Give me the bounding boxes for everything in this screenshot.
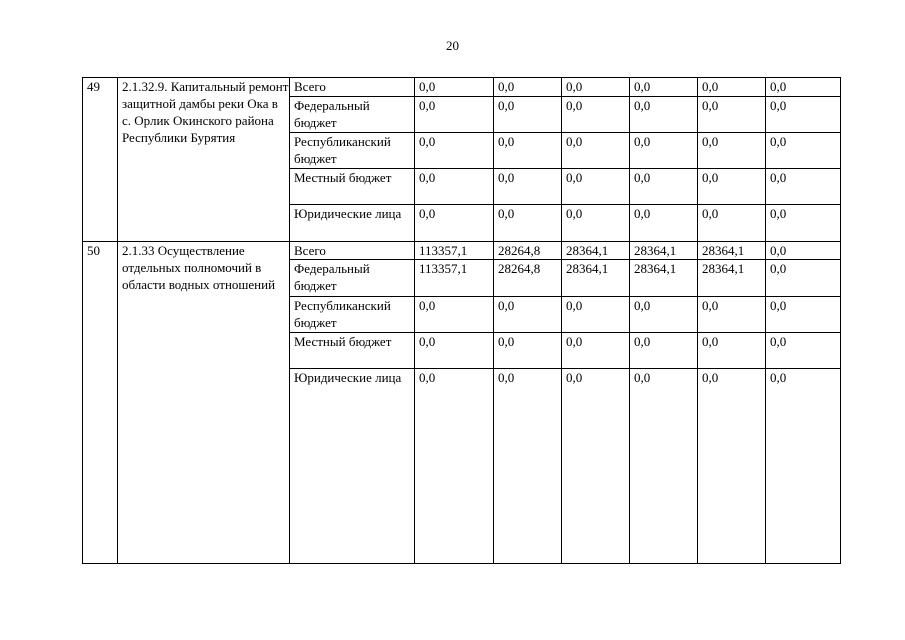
amount-cell: 0,0	[766, 132, 841, 168]
funding-source-cell: Республиканский бюджет	[290, 296, 415, 332]
amount-cell: 113357,1	[415, 241, 494, 260]
funding-source-cell: Юридические лица	[290, 205, 415, 241]
amount-cell: 0,0	[562, 132, 630, 168]
row-number-cell: 50	[83, 241, 118, 563]
funding-source-cell: Всего	[290, 241, 415, 260]
amount-cell: 0,0	[630, 132, 698, 168]
amount-cell: 0,0	[494, 96, 562, 132]
amount-cell: 0,0	[630, 205, 698, 241]
amount-cell: 28364,1	[630, 241, 698, 260]
page-number: 20	[446, 38, 459, 53]
amount-cell: 0,0	[698, 132, 766, 168]
amount-cell: 0,0	[562, 332, 630, 368]
amount-cell: 28364,1	[698, 260, 766, 296]
amount-cell: 0,0	[698, 78, 766, 97]
amount-cell: 0,0	[415, 205, 494, 241]
funding-source-cell: Местный бюджет	[290, 169, 415, 205]
amount-cell: 0,0	[415, 132, 494, 168]
amount-cell: 0,0	[766, 369, 841, 564]
amount-cell: 0,0	[766, 296, 841, 332]
amount-cell: 0,0	[562, 169, 630, 205]
funding-source-cell: Республиканский бюджет	[290, 132, 415, 168]
amount-cell: 0,0	[562, 78, 630, 97]
amount-cell: 0,0	[630, 96, 698, 132]
amount-cell: 0,0	[494, 332, 562, 368]
amount-cell: 0,0	[766, 260, 841, 296]
amount-cell: 0,0	[415, 332, 494, 368]
amount-cell: 0,0	[415, 169, 494, 205]
amount-cell: 0,0	[698, 369, 766, 564]
budget-table-body	[83, 78, 841, 564]
table-row	[83, 78, 841, 97]
amount-cell: 0,0	[698, 205, 766, 241]
amount-cell: 0,0	[494, 169, 562, 205]
amount-cell: 0,0	[494, 296, 562, 332]
amount-cell: 0,0	[415, 96, 494, 132]
amount-cell: 0,0	[698, 296, 766, 332]
amount-cell: 0,0	[630, 78, 698, 97]
amount-cell: 0,0	[698, 169, 766, 205]
amount-cell: 0,0	[494, 132, 562, 168]
amount-cell: 0,0	[698, 332, 766, 368]
amount-cell: 0,0	[494, 205, 562, 241]
measure-name-cell: 2.1.32.9. Капитальный ремонт защитной дамбы реки Ока в с. Орлик Окинского района Республики Бурятия	[118, 78, 290, 242]
amount-cell: 0,0	[766, 96, 841, 132]
funding-source-cell: Юридические лица	[290, 369, 415, 564]
amount-cell: 0,0	[766, 241, 841, 260]
amount-cell: 0,0	[494, 78, 562, 97]
table-row	[83, 241, 841, 260]
amount-cell: 113357,1	[415, 260, 494, 296]
amount-cell: 28364,1	[698, 241, 766, 260]
amount-cell: 0,0	[766, 78, 841, 97]
amount-cell: 0,0	[415, 78, 494, 97]
amount-cell: 0,0	[562, 96, 630, 132]
amount-cell: 0,0	[415, 296, 494, 332]
amount-cell: 0,0	[766, 169, 841, 205]
amount-cell: 0,0	[630, 169, 698, 205]
amount-cell: 0,0	[698, 96, 766, 132]
amount-cell: 0,0	[494, 369, 562, 564]
amount-cell: 0,0	[630, 369, 698, 564]
funding-source-cell: Всего	[290, 78, 415, 97]
measure-name-cell: 2.1.33 Осуществление отдельных полномочий в области водных отношений	[118, 241, 290, 563]
amount-cell: 28264,8	[494, 241, 562, 260]
amount-cell: 0,0	[415, 369, 494, 564]
row-number-cell: 49	[83, 78, 118, 242]
amount-cell: 0,0	[562, 205, 630, 241]
amount-cell: 28364,1	[562, 260, 630, 296]
amount-cell: 28364,1	[562, 241, 630, 260]
amount-cell: 0,0	[630, 332, 698, 368]
amount-cell: 0,0	[766, 205, 841, 241]
amount-cell: 0,0	[562, 369, 630, 564]
amount-cell: 0,0	[630, 296, 698, 332]
amount-cell: 28364,1	[630, 260, 698, 296]
amount-cell: 0,0	[766, 332, 841, 368]
amount-cell: 0,0	[562, 296, 630, 332]
budget-table	[82, 77, 841, 564]
funding-source-cell: Местный бюджет	[290, 332, 415, 368]
funding-source-cell: Федеральный бюджет	[290, 260, 415, 296]
funding-source-cell: Федеральный бюджет	[290, 96, 415, 132]
amount-cell: 28264,8	[494, 260, 562, 296]
